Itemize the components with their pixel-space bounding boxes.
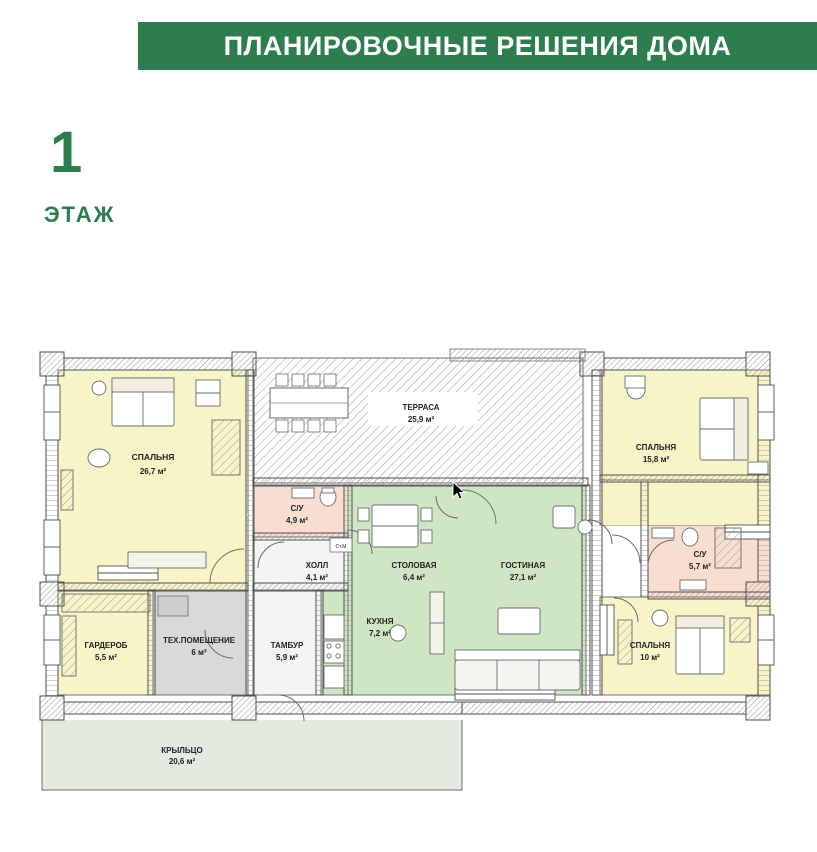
room-label-porch: КРЫЛЬЦО [161, 746, 203, 755]
room-area-porch: 20,6 м² [168, 757, 196, 766]
page-header-banner [138, 22, 817, 70]
furniture-technical [158, 596, 188, 616]
room-label-bedroom-3: СПАЛЬНЯ [629, 641, 671, 650]
room-area-hall: 4,1 м² [306, 573, 328, 582]
room-area-vestibule: 5,9 м² [276, 653, 298, 662]
floor-plan-svg [0, 330, 817, 830]
floor-label: ЭТАЖ [44, 202, 116, 227]
room-area-living: 27,1 м² [509, 573, 537, 582]
room-area-bedroom-3: 10 м² [640, 653, 660, 662]
room-label-bathroom-1: С/У [290, 504, 304, 513]
room-label-vestibule: ТАМБУР [270, 641, 304, 650]
room-area-bathroom-1: 4,9 м² [286, 516, 308, 525]
floor-plan [0, 330, 817, 830]
floor-number: 1 [50, 120, 83, 185]
room-label-hall: ХОЛЛ [305, 561, 329, 570]
room-area-bedroom-1: 26,7 м² [139, 467, 167, 476]
room-label-bathroom-2: С/У [693, 550, 707, 559]
room-label-terrace: ТЕРРАСА [402, 403, 440, 412]
closet-tag-label: Ст.М [335, 544, 347, 550]
room-label-living: ГОСТИНАЯ [500, 561, 546, 570]
room-label-technical: ТЕХ.ПОМЕЩЕНИЕ [162, 636, 236, 645]
room-area-bathroom-2: 5,7 м² [689, 562, 711, 571]
room-label-kitchen: КУХНЯ [366, 617, 394, 626]
page-title: ПЛАНИРОВОЧНЫЕ РЕШЕНИЯ ДОМА [223, 30, 732, 61]
room-area-bedroom-2: 15,8 м² [642, 455, 670, 464]
room-label-bedroom-2: СПАЛЬНЯ [635, 443, 677, 452]
room-area-dining: 6,4 м² [403, 573, 425, 582]
room-area-kitchen: 7,2 м² [369, 629, 391, 638]
terrace-furniture [270, 374, 348, 432]
room-label-wardrobe: ГАРДЕРОБ [84, 641, 128, 650]
terrace-area [253, 349, 585, 483]
room-area-technical: 6 м² [191, 648, 207, 657]
room-label-dining: СТОЛОВАЯ [391, 561, 437, 570]
room-area-terrace: 25,9 м² [407, 415, 435, 424]
porch-area [42, 715, 462, 790]
room-area-wardrobe: 5,5 м² [95, 653, 117, 662]
room-label-bedroom-1: СПАЛЬНЯ [131, 452, 175, 462]
closet-tag [330, 538, 352, 552]
